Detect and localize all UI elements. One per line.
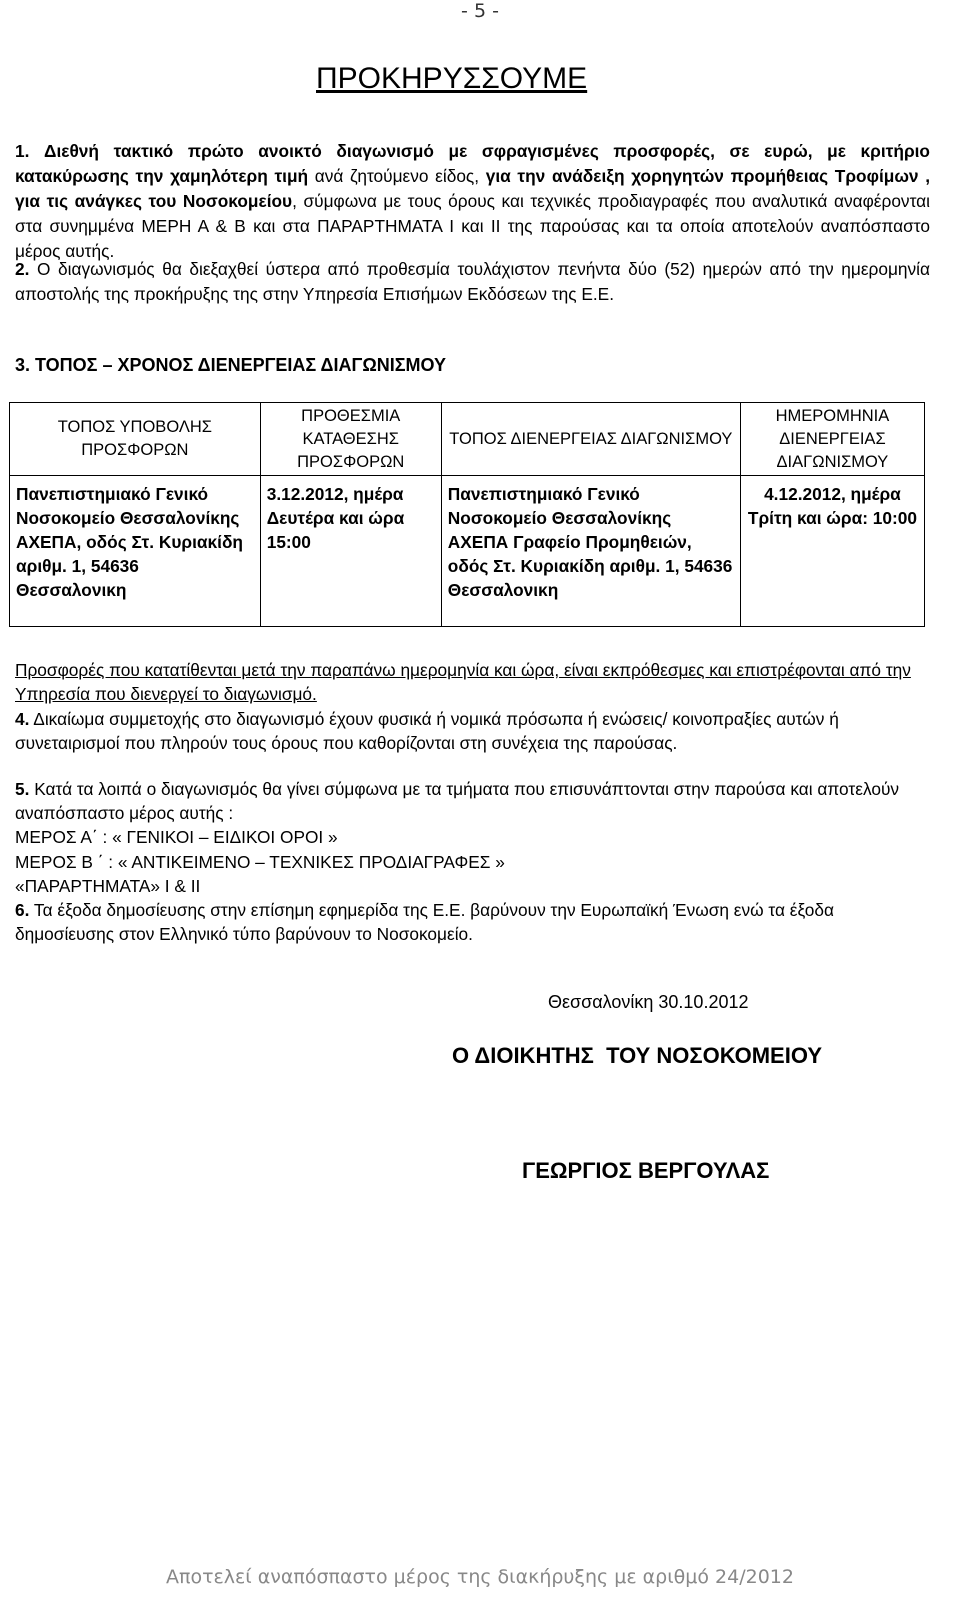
- table-cell: [260, 476, 441, 627]
- table-cell: [10, 476, 261, 627]
- annexes: «ΠΑΡΑΡΤΗΜΑΤΑ» Ι & ΙΙ: [15, 875, 201, 896]
- place-date: Θεσσαλονίκη 30.10.2012: [548, 992, 749, 1012]
- page-title: [316, 62, 613, 96]
- cell-text: 3.12.2012, ημέρα Δευτέρα και ώρα 15:00: [266, 484, 405, 552]
- item-2-number: 2.: [15, 259, 30, 279]
- page-number: - 5 -: [461, 0, 499, 22]
- title-text: ΠΡΟΚΗΡΥΣΣΟΥΜΕ: [316, 62, 588, 95]
- cell-text: Πανεπιστημιακό Γενικό Νοσοκομείο Θεσσαλονίκης ΑΧΕΠΑ, οδός Στ. Κυριακίδη αριθμ. 1, 54636 Θεσσαλονικη: [16, 484, 243, 600]
- part-b: ΜΕΡΟΣ Β ΄ : « ΑΝΤΙΚΕΙΜΕΝΟ – ΤΕΧΝΙΚΕΣ ΠΡΟΔΙΑΓΡΑΦΕΣ »: [15, 851, 505, 872]
- item-3-heading: 3. ΤΟΠΟΣ – ΧΡΟΝΟΣ ΔΙΕΝΕΡΓΕΙΑΣ ΔΙΑΓΩΝΙΣΜΟΥ: [15, 355, 447, 375]
- item-5-text: Κατά τα λοιπά ο διαγωνισμός θα γίνει σύμφωνα με τα τμήματα που επισυνάπτονται στην παρούσα και αποτελούν αναπόσπαστο μέρος αυτής :: [15, 779, 900, 824]
- cell-text: Πανεπιστημιακό Γενικό Νοσοκομείο Θεσσαλονίκης ΑΧΕΠΑ Γραφείο Προμηθειών, οδός Στ. Κυριακίδη αριθμ. 1, 54636 Θεσσαλονικη: [447, 484, 733, 600]
- item-1-bold-2: για την ανάδειξη χορηγητών προμήθειας Τροφίμων , για τις ανάγκες του Νοσοκομείου: [15, 166, 930, 211]
- item-4-text: Δικαίωμα συμμετοχής στο διαγωνισμό έχουν φυσικά ή νομικά πρόσωπα ή ενώσεις/ κοινοπραξίες αυτών ή συνεταιρισμοί που πληρούν τους όρους που καθορίζονται στη συνέχεια της παρούσας.: [15, 709, 839, 754]
- item-2: [15, 257, 930, 307]
- signatory-title: Ο ΔΙΟΙΚΗΤΗΣ ΤΟΥ ΝΟΣΟΚΟΜΕΙΟΥ: [452, 1043, 823, 1068]
- item-1-text-b: , σύμφωνα με τους όρους και τεχνικές προδιαγραφές που αναλυτικά αναφέρονται στα συνημμένα ΜΕΡΗ Α & Β και στα ΠΑΡΑΡΤΗΜΑΤΑ Ι και ΙΙ της παρούσας και τα οποία αποτελούν αναπόσπαστο μέρος αυτής.: [15, 191, 930, 261]
- item-1-text-a: ανά ζητούμενο είδος,: [308, 166, 486, 186]
- schedule-table: [9, 402, 925, 627]
- part-a: ΜΕΡΟΣ Α΄ : « ΓΕΝΙΚΟΙ – ΕΙΔΙΚΟΙ ΟΡΟΙ »: [15, 827, 338, 848]
- item-5-intro: [15, 777, 930, 825]
- item-1-bold: Διεθνή τακτικό πρώτο ανοικτό διαγωνισμό με σφραγισμένες προσφορές, σε ευρώ, με κριτήριο κατακύρωσης την χαμηλότερη τιμή: [15, 141, 930, 186]
- footer-note: Αποτελεί αναπόσπαστο μέρος της διακήρυξης με αριθμό 24/2012: [166, 1566, 794, 1588]
- item-4-number: 4.: [15, 709, 30, 729]
- header-cell: ΤΟΠΟΣ ΔΙΕΝΕΡΓΕΙΑΣ ΔΙΑΓΩΝΙΣΜΟΥ: [441, 403, 740, 476]
- item-5-number: 5.: [15, 779, 30, 799]
- item-6: [15, 898, 930, 946]
- header-cell: ΠΡΟΘΕΣΜΙΑ ΚΑΤΑΘΕΣΗΣ ΠΡΟΣΦΟΡΩΝ: [260, 403, 441, 476]
- header-cell: ΤΟΠΟΣ ΥΠΟΒΟΛΗΣ ΠΡΟΣΦΟΡΩΝ: [10, 403, 261, 476]
- item-5: [15, 777, 930, 898]
- item-2-text: Ο διαγωνισμός θα διεξαχθεί ύστερα από προθεσμία τουλάχιστον πενήντα δύο (52) ημερών από την ημερομηνία αποστολής της προκήρυξης της στην Υπηρεσία Επισήμων Εκδόσεων της Ε.Ε.: [15, 259, 930, 304]
- table-header-row: [10, 403, 925, 476]
- item-6-text: Τα έξοδα δημοσίευσης στην επίσημη εφημερίδα της Ε.Ε. βαρύνουν την Ευρωπαϊκή Ένωση ενώ τα έξοδα δημοσίευσης στον Ελληνικό τύπο βαρύνουν το Νοσοκομείο.: [15, 900, 834, 945]
- late-offers-text: Προσφορές που κατατίθενται μετά την παραπάνω ημερομηνία και ώρα, είναι εκπρόθεσμες και επιστρέφονται από την Υπηρεσία που διενεργεί το διαγωνισμό.: [15, 660, 911, 705]
- item-6-number: 6.: [15, 900, 30, 920]
- cell-text: 4.12.2012, ημέρα Τρίτη και ώρα: 10:00: [747, 484, 917, 528]
- item-4: [15, 707, 930, 755]
- table-cell: [740, 476, 924, 627]
- item-1: [15, 139, 930, 264]
- late-offers-notice: [15, 658, 930, 706]
- table-row: [10, 476, 925, 627]
- item-1-number: 1.: [15, 141, 30, 161]
- header-cell: ΗΜΕΡΟΜΗΝΙΑ ΔΙΕΝΕΡΓΕΙΑΣ ΔΙΑΓΩΝΙΣΜΟΥ: [740, 403, 924, 476]
- table-cell: [441, 476, 740, 627]
- signatory-name: ΓΕΩΡΓΙΟΣ ΒΕΡΓΟΥΛΑΣ: [522, 1158, 770, 1183]
